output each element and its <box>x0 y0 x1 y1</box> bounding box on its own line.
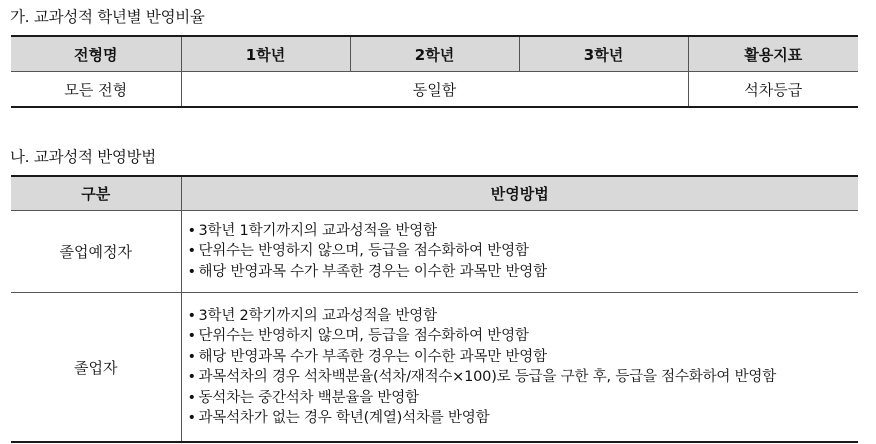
list-item <box>188 326 859 347</box>
list-item-text: 과목석차가 없는 경우 학년(계열)석차를 반영함 <box>198 410 490 426</box>
table-row <box>11 293 858 443</box>
bullet-icon: • <box>187 389 196 406</box>
bullet-icon: • <box>187 263 196 280</box>
category-expected-graduate: 졸업예정자 <box>11 211 181 293</box>
list-item <box>188 306 859 327</box>
list-item-text: 해당 반영과목 수가 부족한 경우는 이수한 과목만 반영함 <box>198 263 547 280</box>
method-list <box>188 306 859 429</box>
method-list <box>188 221 859 283</box>
list-item <box>188 388 859 409</box>
list-item <box>188 262 859 283</box>
list-item <box>188 408 859 429</box>
header-method: 반영방법 <box>181 176 858 211</box>
table-row <box>11 211 858 293</box>
list-item-text: 3학년 1학기까지의 교과성적을 반영함 <box>198 222 437 239</box>
list-item-text: 과목석차의 경우 석차백분율(석차/재적수×100)로 등급을 구한 후, 등급을 점수화하여 반영함 <box>198 369 777 385</box>
header-category: 구분 <box>11 176 181 211</box>
grade-ratio-table <box>11 35 858 108</box>
list-item-text: 3학년 2학기까지의 교과성적을 반영함 <box>198 307 437 324</box>
header-grade-2: 2학년 <box>350 36 519 72</box>
header-grade-3: 3학년 <box>519 36 688 72</box>
table-row <box>11 72 858 108</box>
list-item-text: 동석차는 중간석차 백분율을 반영함 <box>198 389 419 406</box>
bullet-icon: • <box>187 307 196 324</box>
table-header-row <box>11 176 858 211</box>
list-item <box>188 367 859 388</box>
section-a-title: 가. 교과성적 학년별 반영비율 <box>10 8 205 26</box>
list-item <box>188 221 859 242</box>
section-b-title: 나. 교과성적 반영방법 <box>10 148 156 166</box>
method-table <box>11 175 858 443</box>
header-indicator: 활용지표 <box>688 36 858 72</box>
header-admission-type: 전형명 <box>11 36 181 72</box>
table-header-row <box>11 36 858 72</box>
method-list-cell <box>181 211 858 293</box>
header-grade-1: 1학년 <box>181 36 350 72</box>
method-list-cell <box>181 293 858 443</box>
cell-indicator: 석차등급 <box>744 80 803 99</box>
list-item-text: 단위수는 반영하지 않으며, 등급을 점수화하여 반영함 <box>198 328 529 344</box>
bullet-icon: • <box>187 243 196 260</box>
category-graduate: 졸업자 <box>11 293 181 443</box>
bullet-icon: • <box>187 222 196 239</box>
bullet-icon: • <box>187 328 196 344</box>
bullet-icon: • <box>187 348 196 365</box>
cell-ratio: 동일함 <box>181 72 688 108</box>
cell-admission-type: 모든 전형 <box>11 72 181 108</box>
list-item-text: 해당 반영과목 수가 부족한 경우는 이수한 과목만 반영함 <box>198 348 547 365</box>
bullet-icon: • <box>187 369 196 385</box>
list-item <box>188 347 859 368</box>
list-item <box>188 241 859 262</box>
bullet-icon: • <box>187 410 196 426</box>
list-item-text: 단위수는 반영하지 않으며, 등급을 점수화하여 반영함 <box>198 243 529 260</box>
